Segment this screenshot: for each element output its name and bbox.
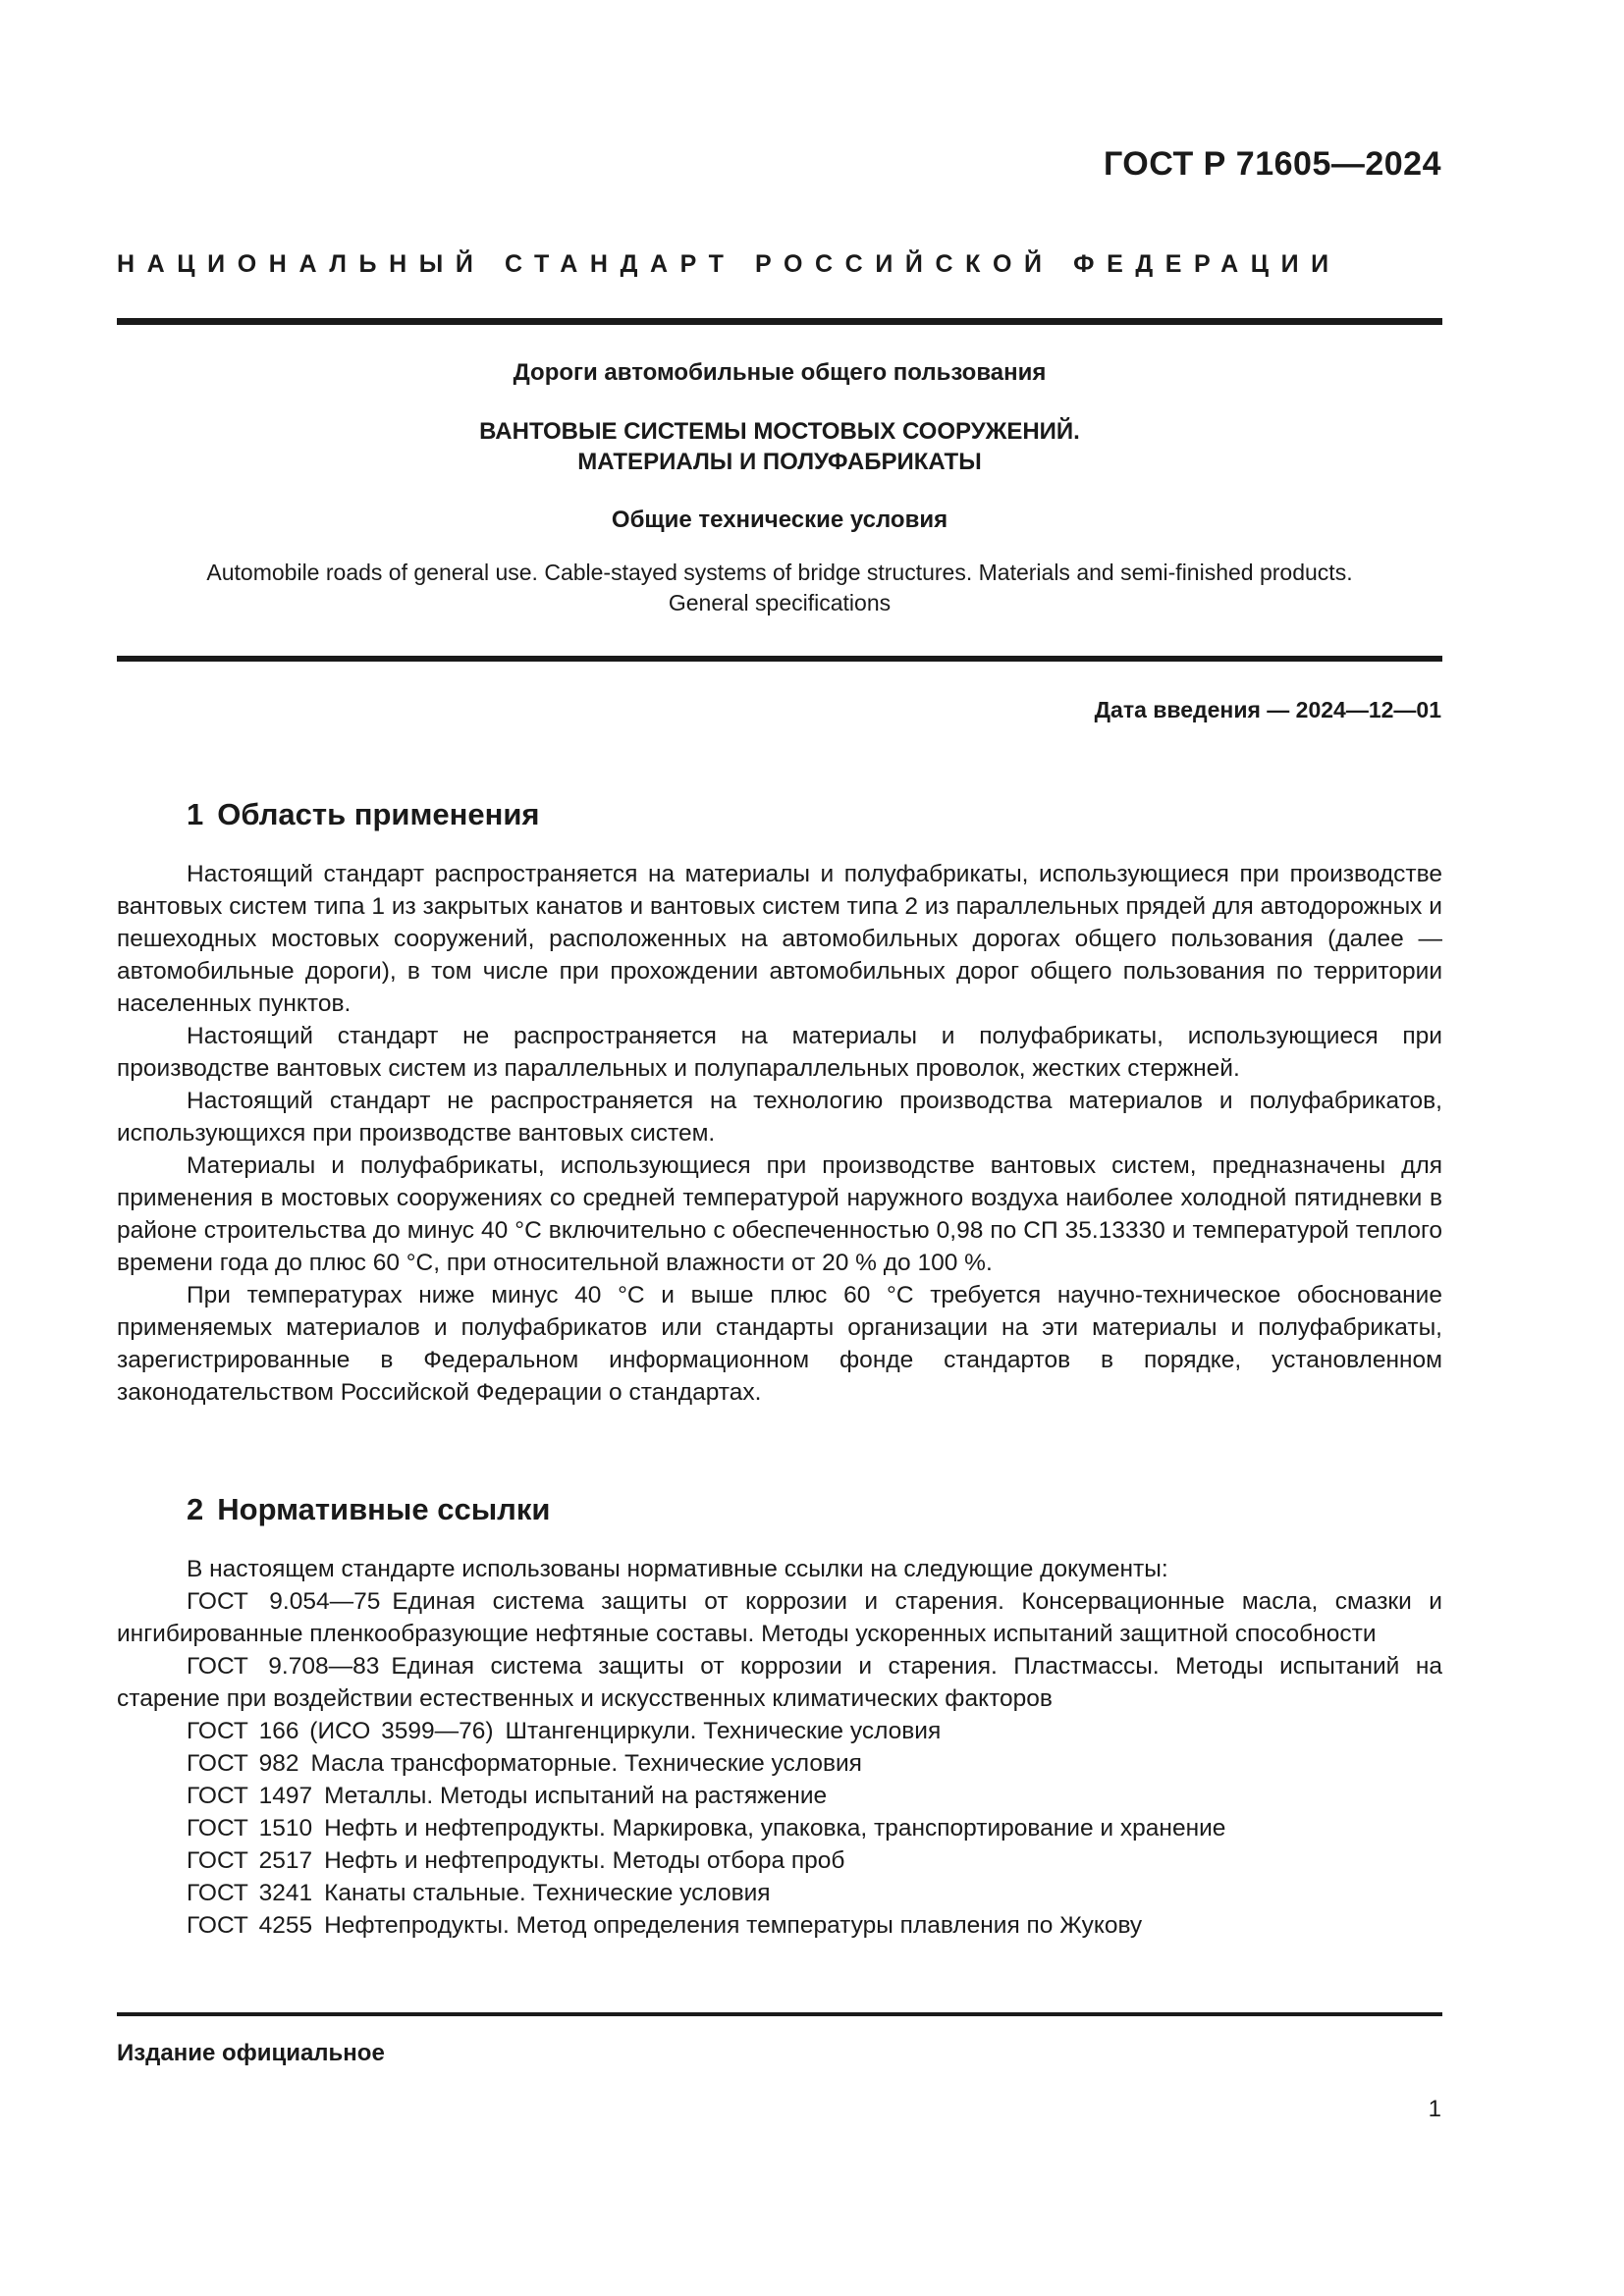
section-1-paragraph: При температурах ниже минус 40 °С и выше плюс 60 °С требуется научно-техническое обоснование применяемых материалов и полуфабрикатов или стандарты организации на эти материалы и полуфабрикаты, зарегистрированные в Федеральном информационном фонде стандартов в порядке, установленном законодательством Российской Федерации о стандартах.	[117, 1282, 1442, 1406]
reference-text: Нефть и нефтепродукты. Маркировка, упаковка, транспортирование и хранение	[324, 1815, 1226, 1842]
reference-item	[117, 1780, 1442, 1812]
official-edition-label: Издание официальное	[117, 2040, 385, 2066]
footer-divider	[117, 2012, 1442, 2016]
reference-code: ГОСТ 2517	[187, 1847, 313, 1874]
reference-code: ГОСТ 1497	[187, 1783, 313, 1809]
section-2-heading	[187, 1492, 550, 1527]
document-subtitle: Общие технические условия	[611, 507, 948, 533]
reference-text: Нефтепродукты. Метод определения температуры плавления по Жукову	[324, 1912, 1143, 1939]
reference-code: ГОСТ 3241	[187, 1880, 313, 1906]
section-2-intro: В настоящем стандарте использованы нормативные ссылки на следующие документы:	[187, 1556, 1168, 1582]
page-number: 1	[1428, 2096, 1441, 2122]
reference-text: Штангенциркули. Технические условия	[505, 1718, 942, 1744]
reference-code: ГОСТ 4255	[187, 1912, 313, 1939]
reference-text: Единая система защиты от коррозии и старения. Пластмассы. Методы испытаний на старение при воздействии естественных и искусственных климатических факторов	[117, 1653, 1442, 1712]
section-1-body	[117, 858, 1442, 1409]
section-1-paragraph: Настоящий стандарт не распространяется на материалы и полуфабрикаты, использующиеся при производстве вантовых систем из параллельных и полупараллельных проволок, жестких стержней.	[117, 1023, 1442, 1082]
reference-item	[117, 1650, 1442, 1715]
reference-item	[117, 1909, 1442, 1942]
reference-text: Масла трансформаторные. Технические условия	[310, 1750, 862, 1777]
reference-item	[117, 1585, 1442, 1650]
section-2-number: 2	[187, 1492, 204, 1526]
reference-item	[117, 1715, 1442, 1747]
section-1-number: 1	[187, 797, 204, 831]
section-1-title: Область применения	[217, 797, 540, 831]
reference-item	[117, 1747, 1442, 1780]
title-divider	[117, 656, 1442, 662]
english-title-line-1: Automobile roads of general use. Cable-stayed systems of bridge structures. Materials and semi-finished products.	[206, 560, 1353, 585]
reference-text: Канаты стальные. Технические условия	[324, 1880, 771, 1906]
section-1-paragraph: Настоящий стандарт не распространяется на технологию производства материалов и полуфабрикатов, использующихся при производстве вантовых систем.	[117, 1088, 1442, 1147]
reference-code: ГОСТ 9.054—75	[187, 1588, 381, 1615]
reference-item	[117, 1812, 1442, 1844]
section-1-paragraph: Материалы и полуфабрикаты, использующиеся при производстве вантовых систем, предназначены для применения в мостовых сооружениях со средней температурой наружного воздуха наиболее холодной пятидневки в районе строительства до минус 40 °С включительно с обеспеченностью 0,98 по СП 35.13330 и температурой теплого времени года до плюс 60 °С, при относительной влажности от 20 % до 100 %.	[117, 1152, 1442, 1276]
reference-item	[117, 1877, 1442, 1909]
document-category: Дороги автомобильные общего пользования	[513, 359, 1047, 386]
reference-text: Единая система защиты от коррозии и старения. Консервационные масла, смазки и ингибированные пленкообразующие нефтяные составы. Методы ускоренных испытаний защитной способности	[117, 1588, 1442, 1647]
reference-code: ГОСТ 982	[187, 1750, 299, 1777]
reference-text: Металлы. Методы испытаний на растяжение	[324, 1783, 828, 1809]
main-title-line-2: МАТЕРИАЛЫ И ПОЛУФАБРИКАТЫ	[577, 449, 982, 475]
main-title-line-1: ВАНТОВЫЕ СИСТЕМЫ МОСТОВЫХ СООРУЖЕНИЙ.	[479, 418, 1080, 445]
introduction-date: Дата введения — 2024—12—01	[1094, 697, 1441, 722]
reference-item	[117, 1844, 1442, 1877]
section-2-body	[117, 1553, 1442, 1942]
document-code: ГОСТ Р 71605—2024	[1103, 145, 1441, 183]
reference-code: ГОСТ 166 (ИСО 3599—76)	[187, 1718, 494, 1744]
section-1-heading	[187, 797, 540, 832]
reference-text: Нефть и нефтепродукты. Методы отбора проб	[324, 1847, 845, 1874]
document-main-title	[117, 416, 1442, 477]
reference-code: ГОСТ 1510	[187, 1815, 313, 1842]
reference-code: ГОСТ 9.708—83	[187, 1653, 380, 1680]
section-2-title: Нормативные ссылки	[217, 1492, 551, 1526]
english-title	[117, 558, 1442, 618]
section-1-paragraph: Настоящий стандарт распространяется на материалы и полуфабрикаты, использующиеся при производстве вантовых систем типа 1 из закрытых канатов и вантовых систем типа 2 из параллельных прядей для автодорожных и пешеходных мостовых сооружений, расположенных на автомобильных дорогах общего пользования (далее — автомобильные дороги), в том числе при прохождении автомобильных дорог общего пользования по территории населенных пунктов.	[117, 861, 1442, 1017]
national-standard-banner: НАЦИОНАЛЬНЫЙ СТАНДАРТ РОССИЙСКОЙ ФЕДЕРАЦИИ	[117, 250, 1341, 278]
top-divider	[117, 318, 1442, 325]
english-title-line-2: General specifications	[668, 590, 892, 615]
